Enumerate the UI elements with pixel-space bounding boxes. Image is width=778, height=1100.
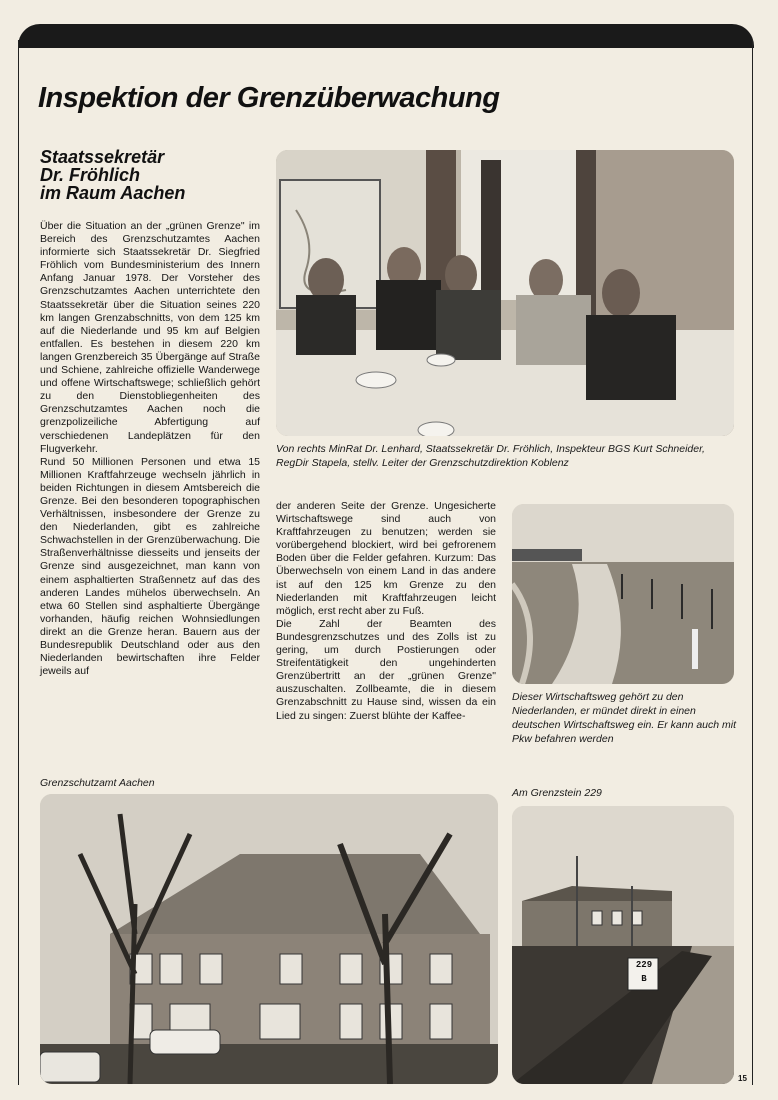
field-road-photo	[512, 504, 734, 684]
paragraph: Über die Situation an der „grünen Grenze" im Bereich des Grenzschutzamtes Aachen informierte sich Staatssekretär Dr. Siegfried Fröhlich vom Bundesministerium des Innern Anfang Januar 1978. Der Vorsteher des Grenzschutzamtes Aachen unterrichtete den Staatssekretär über die Situation seines 220 km langen Grenzabschnitts, von dem 125 km auf die Niederlande und 95 km auf Belgien entfallen. Es bestehen in diesem 220 km langen Grenzbereich 35 Übergänge auf Straße und Schiene, zahlreiche offizielle Wanderwege und offene Wirtschaftswege; schließlich gehört zu den Dienstobliegenheiten des Grenzschutzamtes Aachen noch die grenzpolizeiliche Abfertigung auf verschiedenen Landeplätzen für den Flugverkehr.	[40, 220, 260, 455]
border-stone-caption: Am Grenzstein 229	[512, 787, 602, 799]
office-building-photo	[40, 794, 498, 1084]
subhead-line-2: Dr. Fröhlich	[40, 165, 141, 185]
meeting-photo	[276, 150, 734, 436]
page-title: Inspektion der Grenzüberwachung	[38, 82, 500, 114]
page-number: 15	[738, 1074, 747, 1083]
paragraph: Die Zahl der Beamten des Bundesgrenzschutzes und des Zolls ist zu gering, um durch Postierungen oder Streifentätigkeit den ungehinderten Grenzübertritt an der „grünen Grenze" auszuschalten. Zollbeamte, die in diesem Grenzabschnitt zu Hause sind, wissen da ein Lied zu singen: Zuerst blühte der Kaffee-	[276, 617, 496, 722]
article-column-2	[276, 500, 496, 723]
subhead-line-1: Staatssekretär	[40, 147, 165, 167]
field-road-image	[512, 504, 734, 684]
article-column-1	[40, 220, 260, 678]
office-building-image	[40, 794, 498, 1084]
top-band	[18, 24, 754, 48]
paragraph: der anderen Seite der Grenze. Ungesicherte Wirtschaftswege sind auch von Kraftfahrzeugen zu benutzen; werden sie vorübergehend blockiert, wird bei gefrorenem Boden über die Felder gefahren. Kurzum: Das Überwechseln von einem Land in das andere ist auf den 125 km Grenze zu den Niederlanden mit Kraftfahrzeugen leicht möglich, erst recht aber zu Fuß.	[276, 500, 496, 617]
frame-line-right	[752, 40, 753, 1085]
border-stone-photo	[512, 806, 734, 1084]
subheadline	[40, 148, 260, 202]
field-road-caption: Dieser Wirtschaftsweg gehört zu den Niederlanden, er mündet direkt in einen deutschen Wirtschaftsweg ein. Er kann auch mit Pkw befahren werden	[512, 691, 737, 745]
office-caption: Grenzschutzamt Aachen	[40, 777, 155, 789]
border-stone-image	[512, 806, 734, 1084]
meeting-caption: Von rechts MinRat Dr. Lenhard, Staatssekretär Dr. Fröhlich, Inspekteur BGS Kurt Schneider, RegDir Stapela, stellv. Leiter der Grenzschutzdirektion Koblenz	[276, 443, 705, 469]
frame-line-left	[18, 40, 19, 1085]
stone-label-letter: B	[641, 974, 647, 984]
meeting-photo-image	[276, 150, 734, 436]
subhead-line-3: im Raum Aachen	[40, 183, 186, 203]
stone-label-number: 229	[635, 960, 653, 970]
paragraph: Rund 50 Millionen Personen und etwa 15 Millionen Kraftfahrzeuge wechseln jährlich in beiden Richtungen in diesem Amtsbereich die Grenze. Bei den besonderen topographischen Verhältnissen, insbesondere der Grenze zu den Niederlanden, gibt es zahlreiche Schwachstellen in der Grenzüberwachung. Die Straßenverhältnisse diesseits und jenseits der Grenze sind ausgezeichnet, man kann von einem asphaltierten Straßennetz auf das des anderen Landes mühelos überwechseln. An etwa 60 Stellen sind asphaltierte Übergänge vorhanden, häufig reichen Wohnsiedlungen direkt an die Grenze heran. Bauern aus der Bundesrepublik Deutschland oder aus den Niederlanden bewirtschaften ihre Felder jeweils auf	[40, 455, 260, 678]
